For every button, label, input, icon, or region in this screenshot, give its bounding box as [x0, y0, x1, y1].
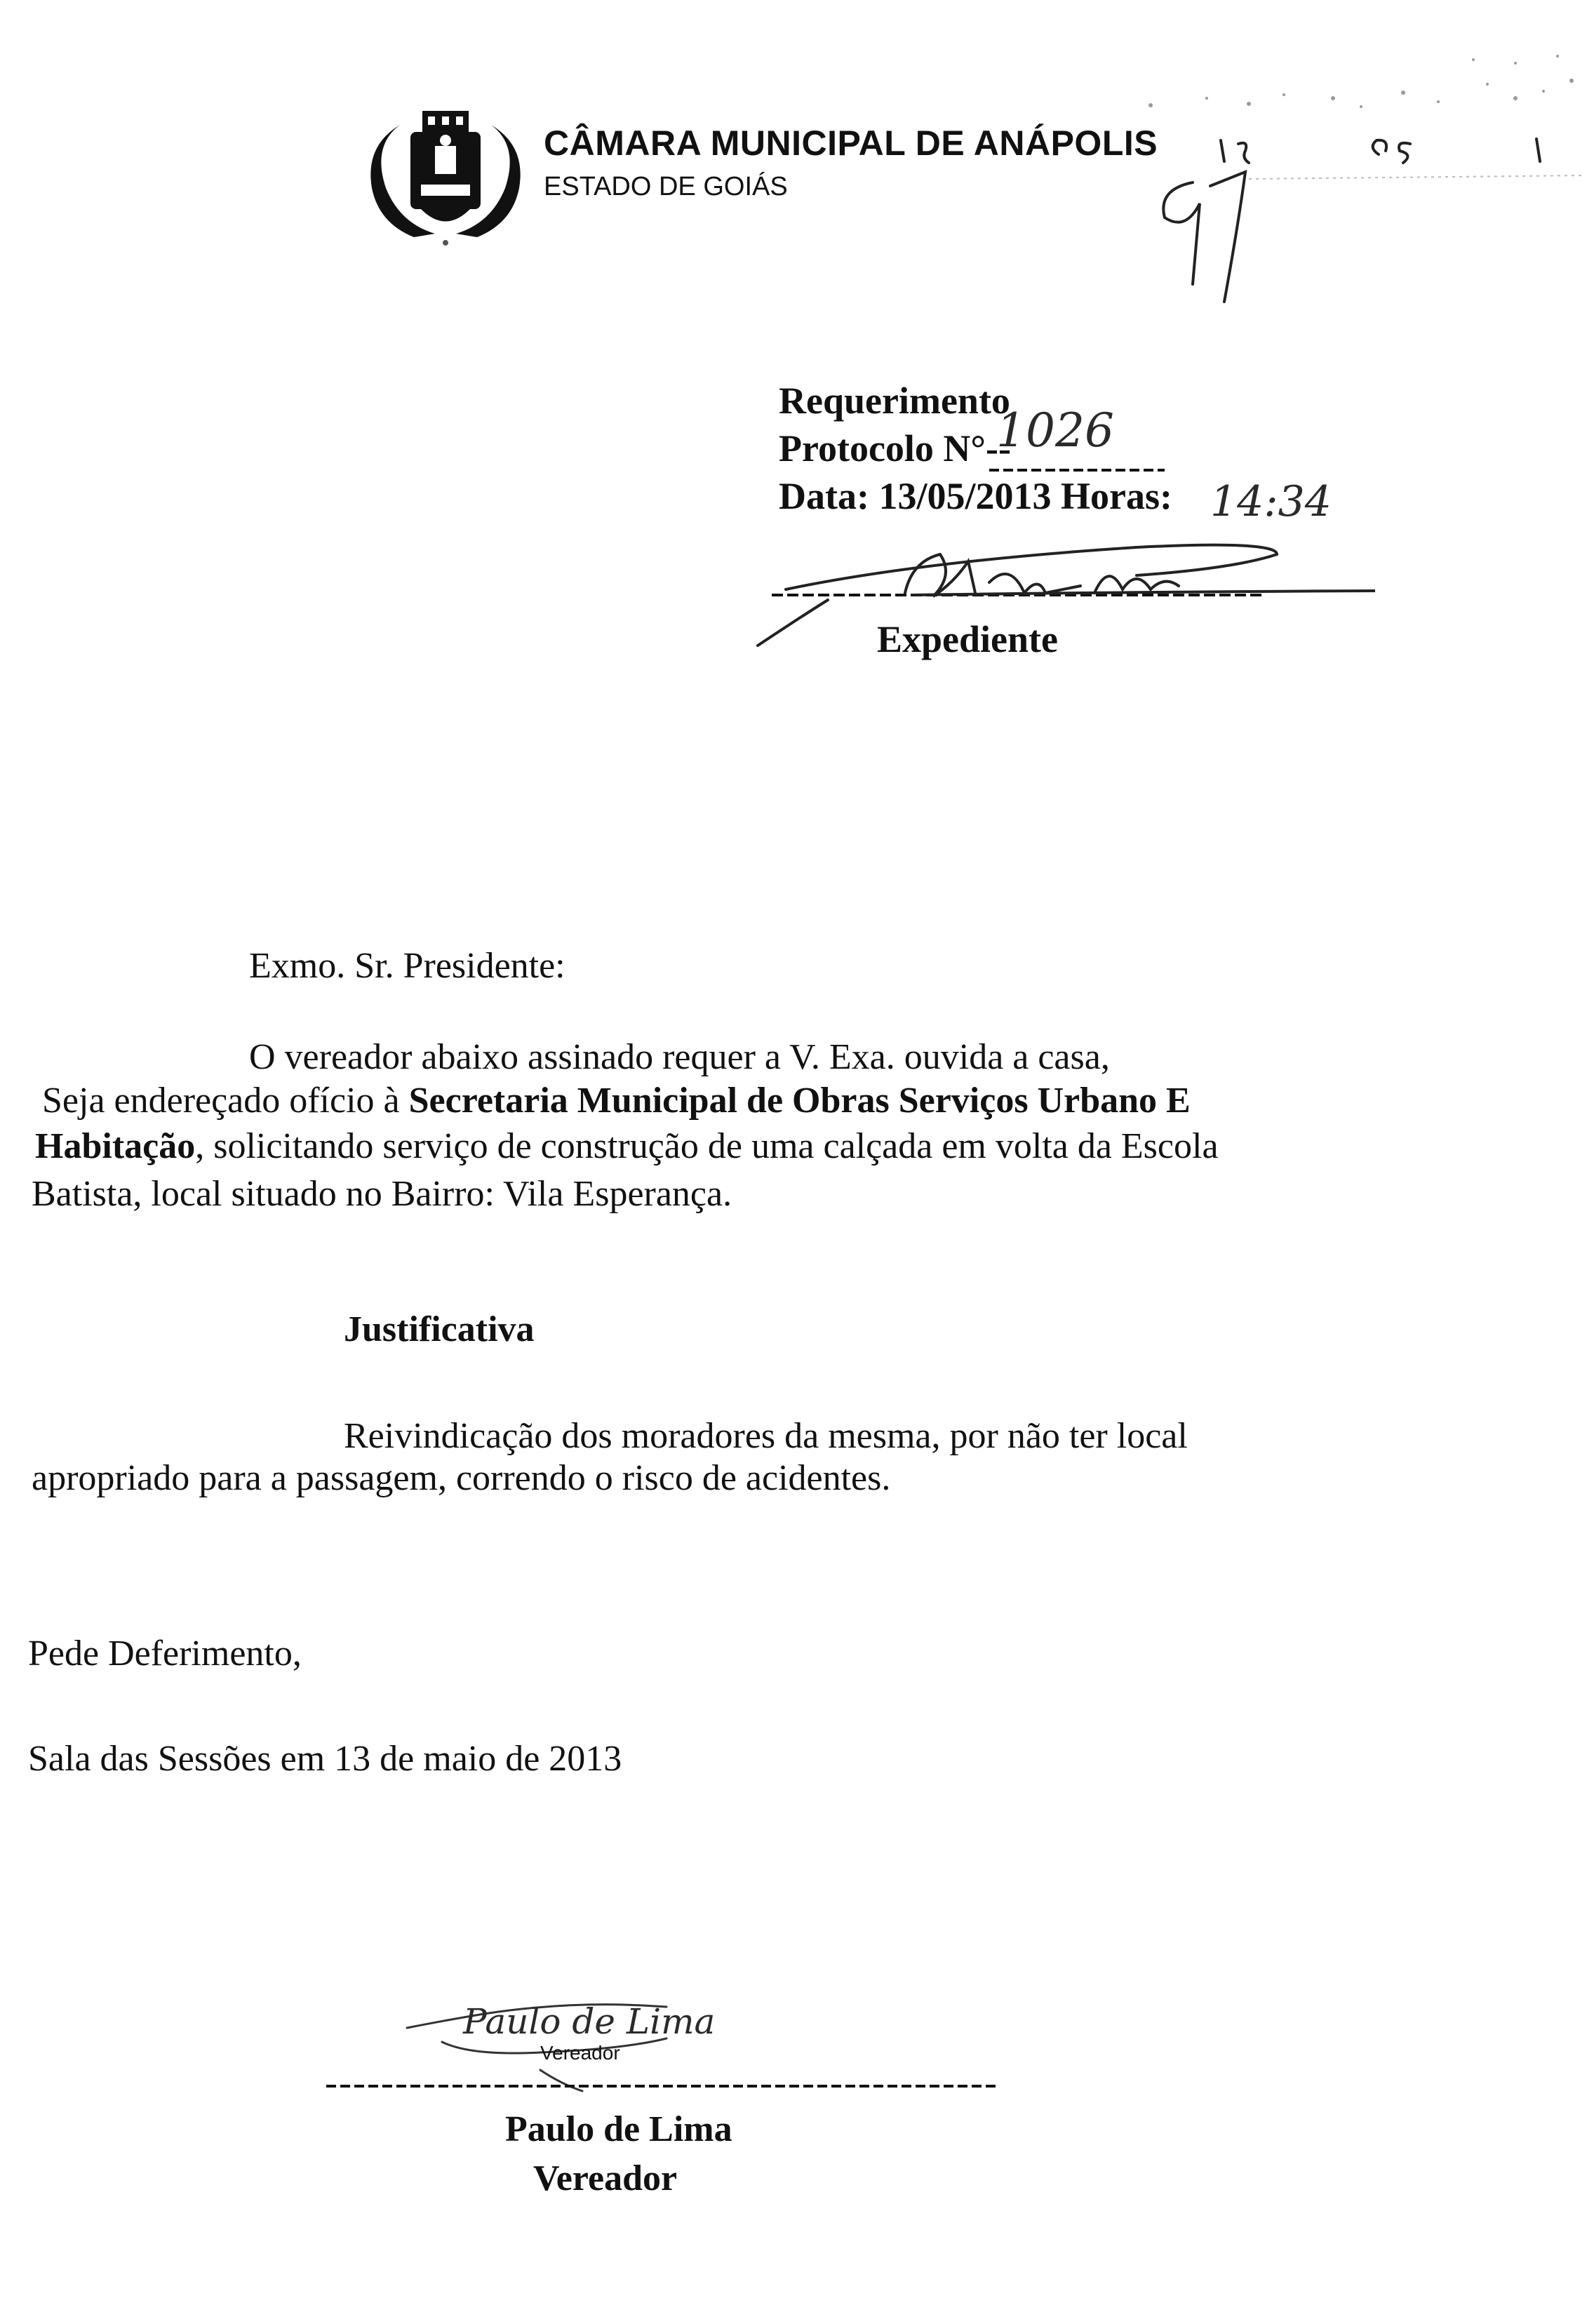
- paragraph-text: Seja endereçado ofício à: [42, 1081, 409, 1121]
- expediente-label: Expediente: [877, 618, 1059, 660]
- closing-request: Pede Deferimento,: [28, 1634, 302, 1674]
- signatory-name: Paulo de Lima: [505, 2109, 732, 2149]
- municipal-crest-icon: [358, 83, 533, 251]
- justification-line: apropriado para a passagem, correndo o risco de acidentes.: [32, 1458, 891, 1498]
- protocolo-label: Protocolo N°--: [779, 427, 1011, 469]
- paragraph-line: [42, 1078, 1191, 1123]
- paragraph-line: O vereador abaixo assinado requer a V. Exa. ouvida a casa,: [249, 1037, 1110, 1077]
- paragraph-line: [35, 1124, 1219, 1169]
- place-and-date: Sala das Sessões em 13 de maio de 2013: [28, 1739, 622, 1779]
- justification-line: Reivindicação dos moradores da mesma, por não ter local: [344, 1416, 1188, 1456]
- handwritten-date-marks: [1116, 119, 1565, 323]
- signature-line: [326, 2083, 1000, 2090]
- expediente-signature: [744, 533, 1375, 653]
- requerimento-label: Requerimento: [779, 380, 1010, 422]
- justification-title: Justificativa: [344, 1309, 535, 1349]
- paragraph-line: Batista, local situado no Bairro: Vila Esperança.: [32, 1174, 732, 1214]
- signature-stamp-name: Paulo de Lima: [463, 2001, 716, 2042]
- paragraph-text: , solicitando serviço de construção de uma calçada em volta da Escola: [195, 1126, 1219, 1166]
- organization-name: CÂMARA MUNICIPAL DE ANÁPOLIS: [544, 123, 1158, 163]
- salutation: Exmo. Sr. Presidente:: [249, 946, 565, 986]
- secretaria-name-continued: Habitação: [35, 1126, 196, 1166]
- signature-stamp-role: Vereador: [540, 2042, 620, 2064]
- signatory-role: Vereador: [533, 2158, 678, 2198]
- data-horas-line: Data: 13/05/2013 Horas:: [779, 475, 1172, 517]
- organization-state: ESTADO DE GOIÁS: [544, 172, 788, 201]
- protocolo-underline: [989, 467, 1165, 474]
- secretaria-name: Secretaria Municipal de Obras Serviços Urbano E: [408, 1081, 1191, 1121]
- horas-handwritten: 14:34: [1210, 477, 1332, 526]
- protocolo-number-handwritten: 1026: [996, 403, 1114, 458]
